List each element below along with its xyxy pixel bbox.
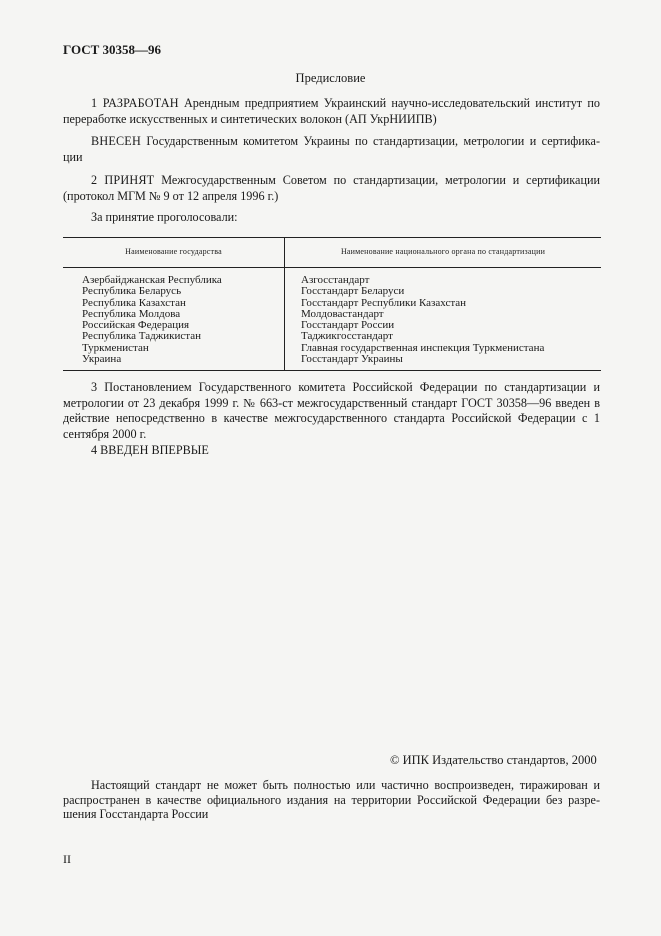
body-cell: Госстандарт Беларуси bbox=[301, 285, 405, 298]
table-header-state: Наименование государства bbox=[125, 247, 222, 256]
body-cell: Госстандарт Украины bbox=[301, 353, 403, 366]
item-1-lead: 1 РАЗРАБОТАН bbox=[91, 96, 179, 110]
state-cell: Туркменистан bbox=[82, 341, 149, 354]
state-cell: Республика Таджикистан bbox=[82, 330, 201, 343]
copyright-line: © ИПК Издательство стандартов, 2000 bbox=[390, 753, 597, 767]
item-2-paragraph bbox=[63, 173, 600, 204]
item-2-text: Межгосударственным Советом по стандартизации, метрологии и сертификации (протокол МГМ № 9 от 12 апреля 1996 г.) bbox=[63, 173, 601, 203]
voted-label: За принятие проголосовали: bbox=[91, 210, 238, 224]
bodies-column bbox=[301, 275, 544, 365]
states-column bbox=[82, 275, 222, 365]
voting-table bbox=[63, 237, 601, 371]
state-cell: Республика Беларусь bbox=[82, 285, 182, 298]
table-column-divider bbox=[284, 238, 285, 370]
page-number: II bbox=[63, 852, 71, 866]
introduced-lead: ВНЕСЕН bbox=[91, 134, 141, 148]
state-cell: Республика Казахстан bbox=[82, 296, 186, 309]
state-cell: Российская Федерация bbox=[82, 319, 190, 332]
item-1-text: Арендным предприятием Украинский научно-исследовательский институт по переработке искусственных и синтетических волокон (АП УкрНИИПВ) bbox=[63, 96, 600, 126]
state-cell: Азербайджанская Республика bbox=[82, 274, 222, 286]
body-cell: Госстандарт России bbox=[301, 319, 395, 332]
table-header-body: Наименование национального органа по стандартизации bbox=[340, 247, 546, 256]
introduced-text: Государственным комитетом Украины по стандартизации, метрологии и сертифика-ции bbox=[63, 134, 601, 164]
body-cell: Главная государственная инспекция Туркменистана bbox=[301, 341, 545, 354]
item-3-paragraph: 3 Постановлением Государственного комитета Российской Федерации по стандартизации и метрологии от 23 декабря 1999 г. № 663-ст межгосударственный стандарт ГОСТ 30358—96 введен в действие непосредственно в качестве межгосударственного стандарта Российской Федерации с 1 сентября 2000 г. bbox=[63, 380, 600, 441]
state-cell: Украина bbox=[82, 353, 122, 366]
item-1-paragraph bbox=[63, 96, 600, 127]
section-title: Предисловие bbox=[295, 71, 366, 85]
reproduction-notice: Настоящий стандарт не может быть полностью или частично воспроизведен, тиражирован и распространен в качестве официального издания на территории Российской Федерации без разре-шения Госстандарта России bbox=[63, 778, 600, 821]
item-4-paragraph: 4 ВВЕДЕН ВПЕРВЫЕ bbox=[91, 443, 209, 457]
introduced-paragraph bbox=[63, 134, 600, 165]
document-code: ГОСТ 30358—96 bbox=[63, 42, 162, 57]
item-2-lead: 2 ПРИНЯТ bbox=[91, 173, 155, 187]
body-cell: Госстандарт Республики Казахстан bbox=[301, 296, 467, 309]
table-header-rule bbox=[63, 267, 601, 268]
body-cell: Таджикгосстандарт bbox=[301, 330, 393, 343]
body-cell: Молдовастандарт bbox=[301, 307, 384, 320]
state-cell: Республика Молдова bbox=[82, 307, 181, 320]
body-cell: Азгосстандарт bbox=[301, 274, 370, 286]
